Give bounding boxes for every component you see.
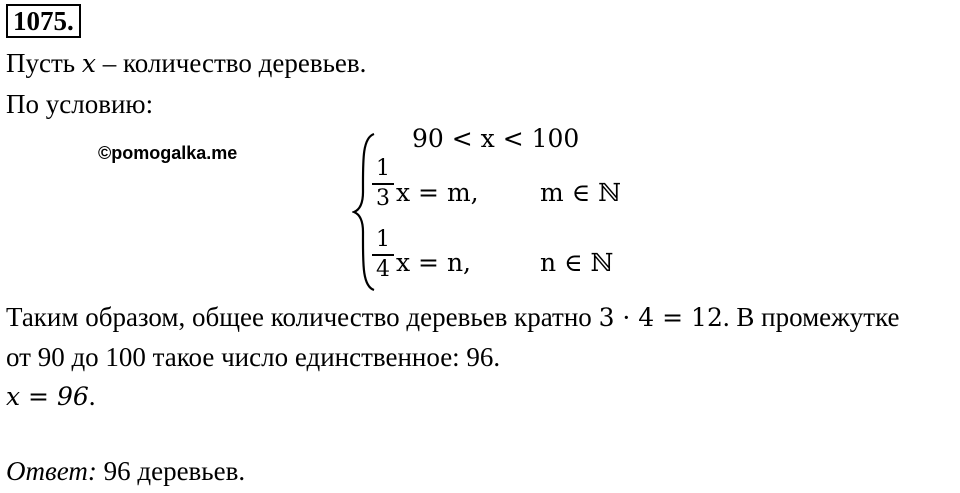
conclusion-suffix: . В промежутке — [722, 302, 900, 332]
result-suffix: . — [88, 381, 96, 411]
result-line — [6, 380, 96, 413]
intro-prefix: Пусть — [6, 48, 82, 78]
system-row-1: 90 < x < 100 — [412, 124, 580, 153]
system-row-3-expr: x = n, — [396, 248, 471, 277]
conclusion-line-2: от 90 до 100 такое число единственное: 96. — [6, 342, 501, 372]
answer-label: Ответ: — [6, 456, 97, 486]
fraction-bar — [372, 183, 394, 185]
fraction-numerator: 1 — [376, 227, 390, 252]
conclusion-prefix: Таким образом, общее количество деревьев кратно — [6, 302, 599, 332]
problem-number: 1075. — [6, 4, 81, 38]
by-condition-label: По условию: — [6, 89, 154, 119]
fraction-denominator: 4 — [376, 257, 390, 282]
intro-variable: x — [81, 49, 96, 78]
fraction-denominator: 3 — [376, 186, 390, 211]
result-math: x = 96 — [6, 382, 89, 411]
intro-suffix: – количество деревьев. — [95, 48, 367, 78]
conclusion-math: 3 · 4 = 12 — [598, 303, 723, 332]
system-row-3-cond: n ∈ ℕ — [540, 248, 614, 277]
answer-line — [6, 455, 245, 487]
fraction-one-third — [372, 156, 394, 212]
intro-line — [6, 47, 366, 80]
fraction-bar — [372, 254, 394, 256]
conclusion-line-1 — [6, 301, 900, 334]
fraction-numerator: 1 — [376, 156, 390, 181]
fraction-one-fourth — [372, 227, 394, 283]
system-row-2-cond: m ∈ ℕ — [540, 178, 621, 207]
watermark: ©pomogalka.me — [98, 143, 238, 163]
system-row-2-expr: x = m, — [396, 178, 479, 207]
answer-text: 96 деревьев. — [96, 456, 246, 486]
